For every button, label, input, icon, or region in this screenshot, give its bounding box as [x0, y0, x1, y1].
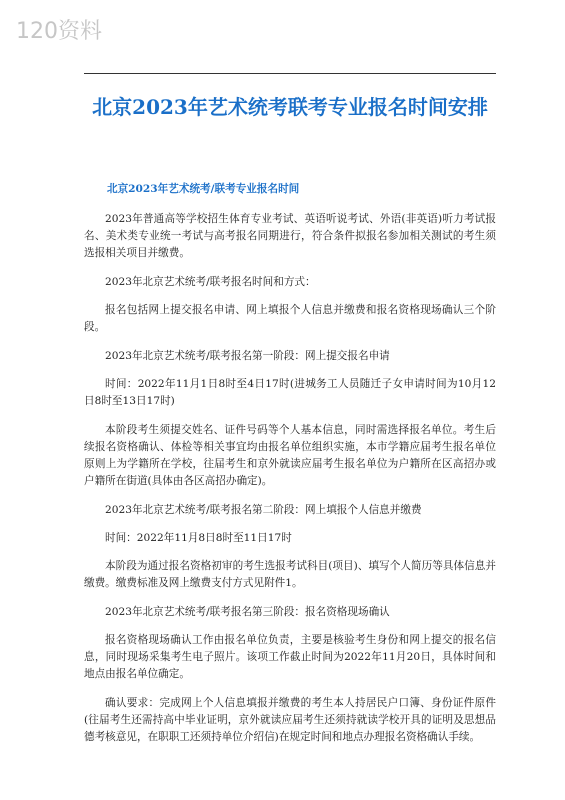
paragraph-stage2-heading: 2023年北京艺术统考/联考报名第二阶段：网上填报个人信息并缴费 — [105, 504, 422, 516]
paragraph-stage3-heading: 2023年北京艺术统考/联考报名第三阶段：报名资格现场确认 — [105, 606, 390, 618]
paragraph-intro: 2023年普通高等学校招生体育专业考试、英语听说考试、外语(非英语)听力考试报名、美术类专业统一考试与高考报名同期进行，符合条件拟报名参加相关测试的考生须选报相关项目并缴费。 — [84, 213, 496, 259]
watermark: 120资料 — [16, 19, 102, 44]
document-title: 北京2023年艺术统考联考专业报名时间安排 — [92, 95, 488, 119]
section-subtitle: 北京2023年艺术统考/联考专业报名时间 — [107, 183, 300, 195]
paragraph-stage1-detail: 本阶段考生须提交姓名、证件号码等个人基本信息，同时需选择报名单位。考生后续报名资格确认、体检等相关事宜均由报名单位组织实施，本市学籍应届考生报名单位原则上为学籍所在学校，往届考生和京外就读应届考生报名单位为户籍所在区高招办或户籍所在街道(具体由各区高招办确定)。 — [84, 424, 496, 487]
paragraph-stage1-time: 时间：2022年11月1日8时至4日17时(进城务工人员随迁子女申请时间为10月12日8时至13日17时) — [84, 378, 496, 407]
header-rule — [84, 73, 496, 74]
paragraph-stage1-heading: 2023年北京艺术统考/联考报名第一阶段：网上提交报名申请 — [105, 350, 390, 362]
paragraph-stage3-detail: 报名资格现场确认工作由报名单位负责，主要是核验考生身份和网上提交的报名信息，同时现场采集考生电子照片。该项工作截止时间为2022年11月20日，具体时间和地点由报名单位确定。 — [84, 634, 496, 680]
document-body — [84, 181, 496, 758]
paragraph-stage2-time: 时间：2022年11月8日8时至11日17时 — [105, 532, 292, 544]
paragraph-stages: 报名包括网上提交报名申请、网上填报个人信息并缴费和报名资格现场确认三个阶段。 — [84, 304, 496, 333]
paragraph-confirm-requirements: 确认要求：完成网上个人信息填报并缴费的考生本人持居民户口簿、身份证件原件(往届考生还需持高中毕业证明，京外就读应届考生还须持就读学校开具的证明及思想品德考核意见，在职职工还须持单位介绍信)在规定时间和地点办理报名资格确认手续。 — [84, 697, 496, 743]
paragraph-method-heading: 2023年北京艺术统考/联考报名时间和方式： — [105, 276, 316, 288]
paragraph-stage2-detail: 本阶段为通过报名资格初审的考生选报考试科目(项目)、填写个人简历等具体信息并缴费。缴费标准及网上缴费支付方式见附件1。 — [84, 560, 496, 589]
